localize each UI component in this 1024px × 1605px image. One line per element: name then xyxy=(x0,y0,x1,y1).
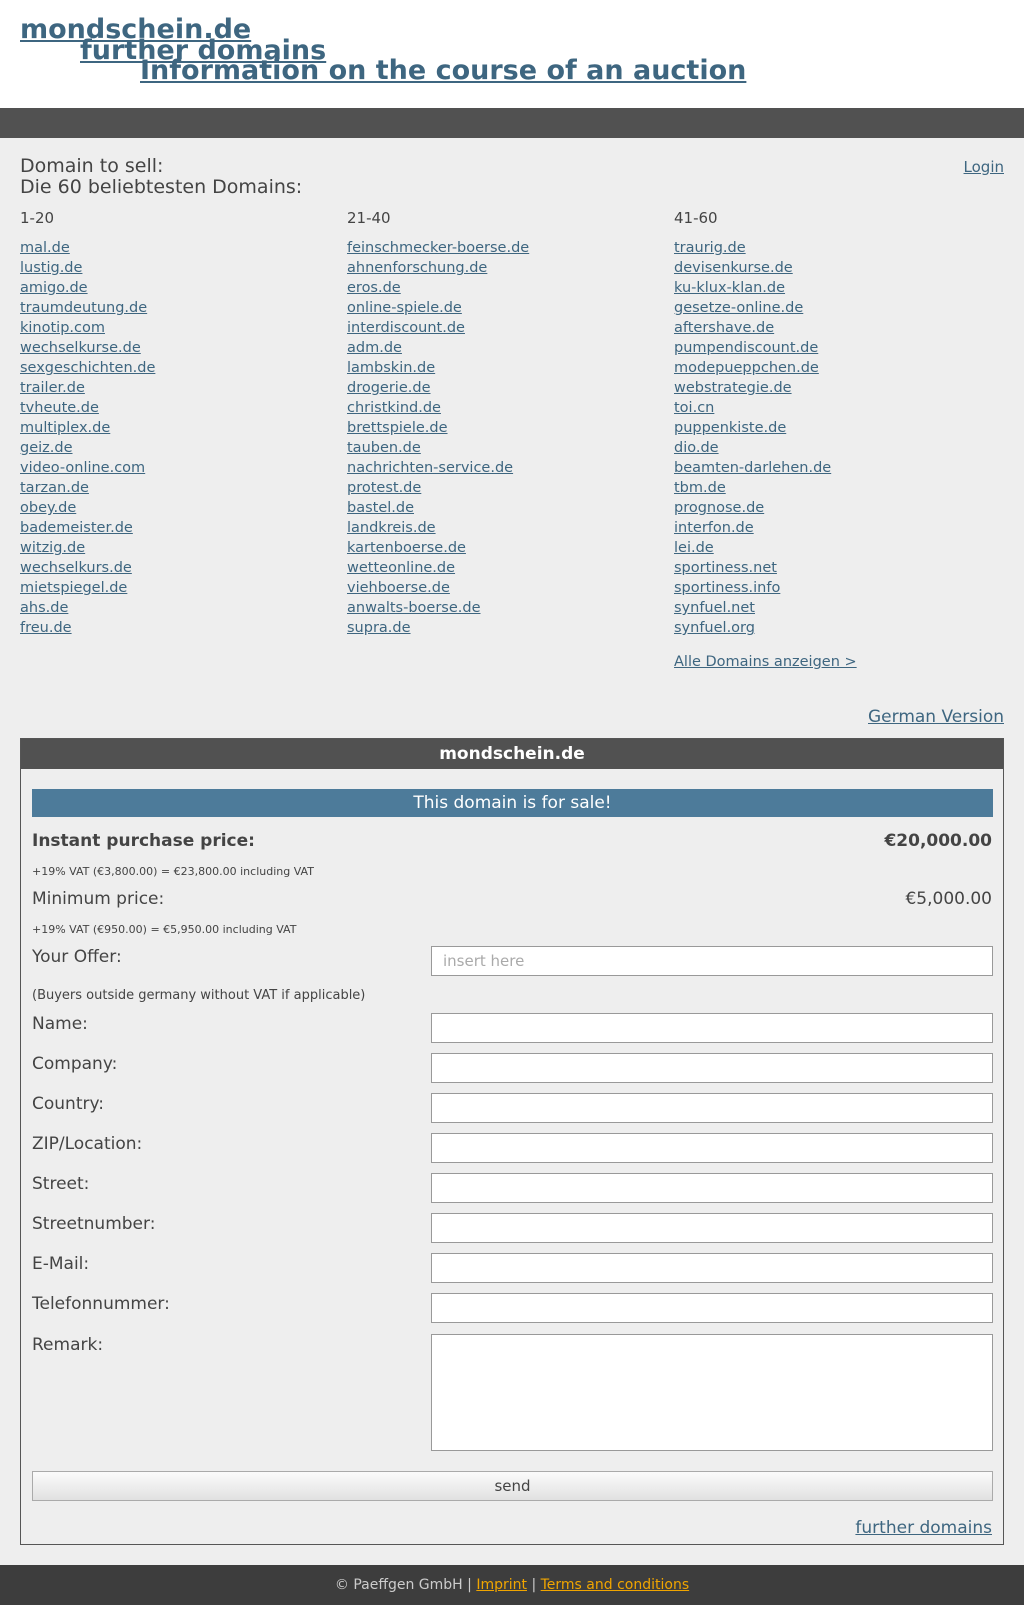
domain-link[interactable]: gesetze-online.de xyxy=(674,300,804,316)
domain-link[interactable]: devisenkurse.de xyxy=(674,260,793,276)
domain-list-item xyxy=(20,458,320,478)
further-domains-link[interactable]: further domains xyxy=(855,1518,992,1538)
domain-link[interactable]: mietspiegel.de xyxy=(20,580,128,596)
domain-link[interactable]: brettspiele.de xyxy=(347,420,448,436)
popular-domains-heading: Die 60 beliebtesten Domains: xyxy=(20,176,303,198)
domain-list-item xyxy=(674,578,974,598)
domain-link[interactable]: ahnenforschung.de xyxy=(347,260,488,276)
domain-link[interactable]: feinschmecker-boerse.de xyxy=(347,240,530,256)
instant-price-value: €20,000.00 xyxy=(884,831,992,851)
domain-link[interactable]: lambskin.de xyxy=(347,360,436,376)
domain-link[interactable]: multiplex.de xyxy=(20,420,111,436)
domain-link[interactable]: beamten-darlehen.de xyxy=(674,460,832,476)
email-label: E-Mail: xyxy=(32,1254,90,1274)
send-button[interactable]: send xyxy=(32,1471,993,1501)
domain-link[interactable]: online-spiele.de xyxy=(347,300,462,316)
for-sale-banner: This domain is for sale! xyxy=(32,789,993,817)
domain-link[interactable]: nachrichten-service.de xyxy=(347,460,514,476)
domain-list-item xyxy=(674,398,974,418)
phone-label: Telefonnummer: xyxy=(32,1294,170,1314)
column-heading: 1-20 xyxy=(20,209,55,227)
street-input[interactable] xyxy=(431,1173,993,1203)
domain-list-item xyxy=(674,258,974,278)
domain-list-item xyxy=(347,518,647,538)
company-input[interactable] xyxy=(431,1053,993,1083)
domain-list-item xyxy=(674,318,974,338)
domain-list-item xyxy=(20,478,320,498)
domain-link[interactable]: adm.de xyxy=(347,340,402,356)
top-nav-bar xyxy=(0,108,1024,138)
domain-link[interactable]: supra.de xyxy=(347,620,411,636)
domain-list-item xyxy=(20,418,320,438)
site-footer xyxy=(0,1565,1024,1605)
domain-column-1 xyxy=(20,208,320,638)
domain-link[interactable]: traurig.de xyxy=(674,240,746,256)
offer-label: Your Offer: xyxy=(32,947,122,967)
company-label: Company: xyxy=(32,1054,118,1074)
domain-link[interactable]: ku-klux-klan.de xyxy=(674,280,786,296)
streetnumber-input[interactable] xyxy=(431,1213,993,1243)
domain-list-item xyxy=(347,558,647,578)
email-input[interactable] xyxy=(431,1253,993,1283)
domain-list-item xyxy=(347,278,647,298)
domain-link[interactable]: freu.de xyxy=(20,620,72,636)
domain-list-item xyxy=(20,398,320,418)
domain-list-item xyxy=(674,598,974,618)
domain-link[interactable]: witzig.de xyxy=(20,540,86,556)
sale-box-title: mondschein.de xyxy=(21,739,1003,769)
domain-list-item xyxy=(20,378,320,398)
domain-list-item xyxy=(20,538,320,558)
footer-separator: | xyxy=(531,1577,537,1593)
domain-list-item xyxy=(347,398,647,418)
domain-list-item xyxy=(20,238,320,258)
domain-link[interactable]: geiz.de xyxy=(20,440,73,456)
domain-column-3 xyxy=(674,208,974,638)
name-label: Name: xyxy=(32,1014,88,1034)
copyright-text: © Paeffgen GmbH | xyxy=(334,1577,472,1593)
zip-location-label: ZIP/Location: xyxy=(32,1134,143,1154)
domain-list-item xyxy=(347,478,647,498)
domain-list-item xyxy=(674,438,974,458)
domain-list xyxy=(20,238,320,638)
login-link[interactable]: Login xyxy=(963,158,1004,176)
domain-link[interactable]: sexgeschichten.de xyxy=(20,360,156,376)
domain-link[interactable]: tvheute.de xyxy=(20,400,99,416)
domain-link[interactable]: sportiness.net xyxy=(674,560,777,576)
column-heading: 41-60 xyxy=(674,209,718,227)
imprint-link[interactable]: Imprint xyxy=(476,1577,527,1593)
minimum-price-label: Minimum price: xyxy=(32,889,165,909)
domain-link[interactable]: wechselkurse.de xyxy=(20,340,141,356)
domain-list-item xyxy=(674,338,974,358)
domain-list-item xyxy=(20,578,320,598)
domain-list-item xyxy=(347,358,647,378)
domain-list-item xyxy=(674,558,974,578)
domain-link[interactable]: traumdeutung.de xyxy=(20,300,148,316)
domain-list-item xyxy=(674,278,974,298)
domain-link[interactable]: synfuel.net xyxy=(674,600,755,616)
domain-list-item xyxy=(20,298,320,318)
domain-list-item xyxy=(20,338,320,358)
domain-link[interactable]: lei.de xyxy=(674,540,714,556)
domain-list-item xyxy=(20,358,320,378)
domain-list-item xyxy=(20,498,320,518)
domain-link[interactable]: obey.de xyxy=(20,500,77,516)
domain-link[interactable]: sportiness.info xyxy=(674,580,781,596)
section-title xyxy=(20,156,302,198)
domain-link[interactable]: dio.de xyxy=(674,440,719,456)
instant-price-label: Instant purchase price: xyxy=(32,831,255,851)
phone-input[interactable] xyxy=(431,1293,993,1323)
domain-list-item xyxy=(347,318,647,338)
domain-list-item xyxy=(347,458,647,478)
domain-list-item xyxy=(20,318,320,338)
domain-link[interactable]: tbm.de xyxy=(674,480,726,496)
domain-link[interactable]: drogerie.de xyxy=(347,380,431,396)
domain-list-item xyxy=(674,458,974,478)
domain-link[interactable]: bastel.de xyxy=(347,500,415,516)
domain-list-item xyxy=(674,378,974,398)
terms-link[interactable]: Terms and conditions xyxy=(540,1577,690,1593)
all-domains-link[interactable]: Alle Domains anzeigen > xyxy=(674,654,857,670)
domain-link[interactable]: bademeister.de xyxy=(20,520,133,536)
offer-input[interactable] xyxy=(431,946,993,976)
instant-price-vat: +19% VAT (€3,800.00) = €23,800.00 including VAT xyxy=(32,865,314,878)
domain-column-2 xyxy=(347,208,647,638)
domain-list-item xyxy=(674,498,974,518)
german-version-link[interactable]: German Version xyxy=(868,707,1004,727)
domain-link[interactable]: trailer.de xyxy=(20,380,85,396)
domain-list-item xyxy=(347,238,647,258)
remark-textarea[interactable] xyxy=(431,1334,993,1451)
domain-link[interactable]: ahs.de xyxy=(20,600,69,616)
domain-list-item xyxy=(20,518,320,538)
domain-list-item xyxy=(674,618,974,638)
domain-list-item xyxy=(347,578,647,598)
domain-link[interactable]: webstrategie.de xyxy=(674,380,792,396)
name-input[interactable] xyxy=(431,1013,993,1043)
domain-list-item xyxy=(347,618,647,638)
column-heading: 21-40 xyxy=(347,209,391,227)
domain-list-item xyxy=(347,298,647,318)
domain-list-item xyxy=(674,298,974,318)
domain-list xyxy=(347,238,647,638)
remark-label: Remark: xyxy=(32,1335,104,1355)
domain-link[interactable]: pumpendiscount.de xyxy=(674,340,819,356)
sale-box xyxy=(20,738,1004,1545)
domain-list-item xyxy=(20,278,320,298)
domain-list-item xyxy=(347,538,647,558)
country-label: Country: xyxy=(32,1094,105,1114)
domain-link[interactable]: anwalts-boerse.de xyxy=(347,600,481,616)
domain-link[interactable]: lustig.de xyxy=(20,260,83,276)
domain-link[interactable]: christkind.de xyxy=(347,400,441,416)
domain-list-item xyxy=(674,538,974,558)
domain-link[interactable]: landkreis.de xyxy=(347,520,436,536)
domain-list-item xyxy=(674,478,974,498)
country-input[interactable] xyxy=(431,1093,993,1123)
domain-list-item xyxy=(347,258,647,278)
domain-list-item xyxy=(20,438,320,458)
domain-link[interactable]: interdiscount.de xyxy=(347,320,465,336)
domain-link[interactable]: mal.de xyxy=(20,240,70,256)
domain-link[interactable]: kinotip.com xyxy=(20,320,105,336)
domain-list-item xyxy=(347,498,647,518)
domain-list-item xyxy=(674,418,974,438)
domain-link[interactable]: protest.de xyxy=(347,480,422,496)
domain-link[interactable]: video-online.com xyxy=(20,460,146,476)
domain-link[interactable]: wechselkurs.de xyxy=(20,560,132,576)
streetnumber-label: Streetnumber: xyxy=(32,1214,156,1234)
domain-list-item xyxy=(347,378,647,398)
domain-link[interactable]: tauben.de xyxy=(347,440,421,456)
domain-link[interactable]: aftershave.de xyxy=(674,320,775,336)
domain-list-item xyxy=(347,418,647,438)
auction-info-link[interactable]: Information on the course of an auction xyxy=(140,55,747,86)
domain-link[interactable]: prognose.de xyxy=(674,500,765,516)
domain-list-item xyxy=(347,338,647,358)
domain-link[interactable]: toi.cn xyxy=(674,400,715,416)
domain-list-item xyxy=(347,598,647,618)
domain-link[interactable]: kartenboerse.de xyxy=(347,540,466,556)
site-home-link[interactable]: mondschein.de xyxy=(20,14,252,45)
minimum-price-value: €5,000.00 xyxy=(905,889,992,909)
domain-link[interactable]: viehboerse.de xyxy=(347,580,450,596)
domain-list-item xyxy=(20,598,320,618)
domain-list-item xyxy=(674,518,974,538)
domain-list-item xyxy=(347,438,647,458)
vat-note: (Buyers outside germany without VAT if applicable) xyxy=(32,988,366,1003)
domain-link[interactable]: modepueppchen.de xyxy=(674,360,819,376)
domain-list-item xyxy=(20,558,320,578)
domain-link[interactable]: synfuel.org xyxy=(674,620,755,636)
site-header xyxy=(0,0,1024,108)
domain-link[interactable]: wetteonline.de xyxy=(347,560,456,576)
zip-location-input[interactable] xyxy=(431,1133,993,1163)
domain-link[interactable]: tarzan.de xyxy=(20,480,89,496)
domain-list-item xyxy=(20,258,320,278)
domain-list xyxy=(674,238,974,638)
domain-to-sell-heading: Domain to sell: xyxy=(20,155,164,177)
domain-list-item xyxy=(20,618,320,638)
street-label: Street: xyxy=(32,1174,90,1194)
domain-link[interactable]: eros.de xyxy=(347,280,401,296)
domain-link[interactable]: amigo.de xyxy=(20,280,88,296)
domain-link[interactable]: puppenkiste.de xyxy=(674,420,787,436)
domain-link[interactable]: interfon.de xyxy=(674,520,754,536)
further-domains-header-link[interactable]: further domains xyxy=(80,35,327,66)
domain-list-item xyxy=(674,358,974,378)
minimum-price-vat: +19% VAT (€950.00) = €5,950.00 including VAT xyxy=(32,923,297,936)
domain-list-item xyxy=(674,238,974,258)
